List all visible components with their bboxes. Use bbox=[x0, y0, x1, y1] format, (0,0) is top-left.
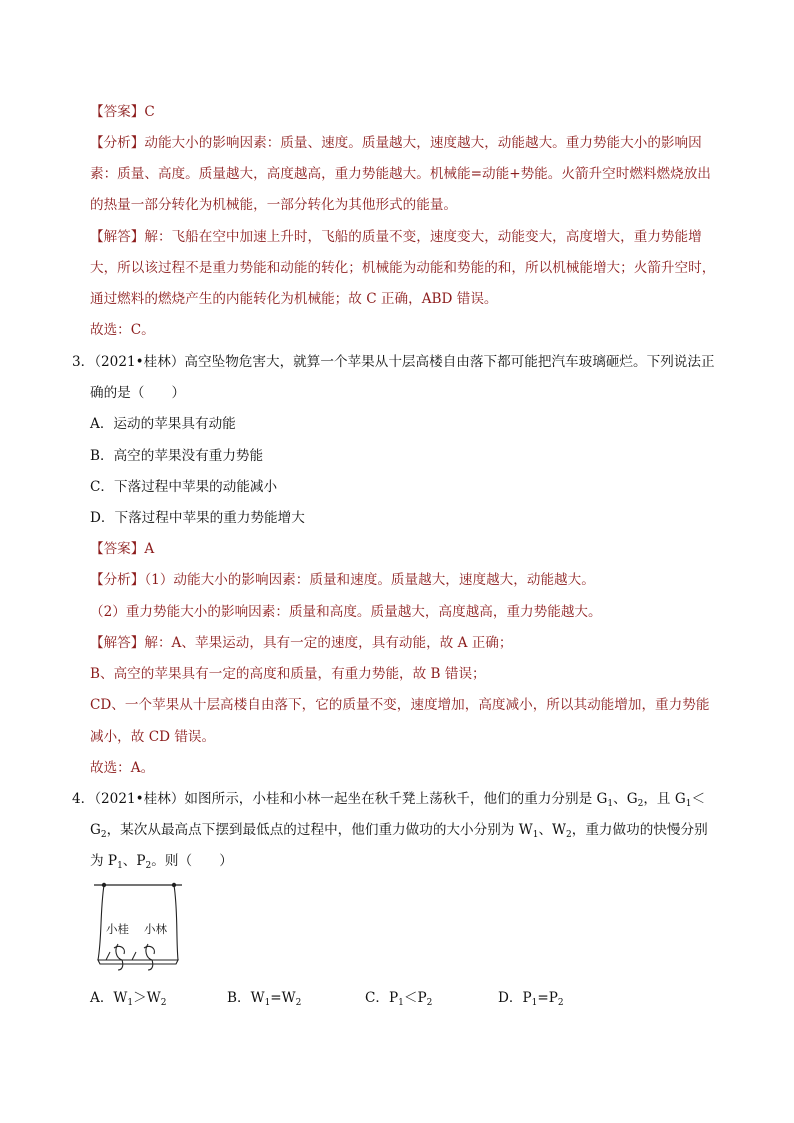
option-b-text: B．W bbox=[227, 990, 265, 1006]
sub-1: 1 bbox=[532, 830, 539, 840]
q2-analysis-line-1 bbox=[90, 133, 702, 153]
option-d-text-2: =P bbox=[537, 990, 558, 1006]
sub-1: 1 bbox=[398, 998, 404, 1008]
answer-tag: 【答案】 bbox=[90, 541, 145, 557]
q3-stem-line-1: 3．（2021•桂林）高空坠物危害大，就算一个苹果从十层高楼自由落下都可能把汽车玻璃砸烂。下列说法正 bbox=[72, 354, 715, 370]
q4-stem-text-10: 、P bbox=[122, 853, 146, 869]
q2-solution-line-3: 通过燃料的燃烧产生的内能转化为机械能；故 C 正确，ABD 错误。 bbox=[90, 291, 498, 307]
q3-option-d: D．下落过程中苹果的重力势能增大 bbox=[90, 510, 305, 526]
q4-stem-text-3: ，且 G bbox=[643, 791, 686, 807]
q2-answer-line bbox=[90, 102, 155, 122]
q2-solution-line-2: 大，所以该过程不是重力势能和动能的转化；机械能为动能和势能的和，所以机械能增大；火箭升空时， bbox=[90, 260, 716, 276]
solution-text: 解：A、苹果运动，具有一定的速度，具有动能，故 A 正确； bbox=[144, 635, 513, 651]
sub-2: 2 bbox=[295, 998, 302, 1008]
option-b-text-2: =W bbox=[270, 990, 296, 1006]
q4-option-c bbox=[365, 988, 432, 1013]
option-a-text: A．W bbox=[90, 990, 128, 1006]
q3-option-b: B．高空的苹果没有重力势能 bbox=[90, 448, 264, 464]
sub-2: 2 bbox=[557, 998, 564, 1008]
swing-figure bbox=[92, 882, 184, 972]
analysis-text: （1）动能大小的影响因素：质量和速度。质量越大，速度越大，动能越大。 bbox=[144, 572, 595, 588]
person-right-legs bbox=[146, 944, 153, 970]
q3-solution-line-1 bbox=[90, 633, 513, 653]
analysis-tag: 【分析】 bbox=[90, 572, 145, 588]
option-a-text-2: ＞W bbox=[133, 990, 161, 1006]
q4-option-b bbox=[227, 988, 301, 1013]
figure-label-xiaolin: 小林 bbox=[144, 922, 167, 936]
solution-tag: 【解答】 bbox=[90, 229, 145, 245]
sub-1: 1 bbox=[127, 998, 134, 1008]
q3-option-c: C．下落过程中苹果的动能减小 bbox=[90, 479, 278, 495]
q4-stem-line-1 bbox=[72, 789, 705, 814]
sub-2: 2 bbox=[100, 830, 107, 840]
q3-solution-line-2: B、高空的苹果具有一定的高度和质量，有重力势能，故 B 错误； bbox=[90, 666, 486, 682]
q4-stem-text-4: ＜ bbox=[691, 791, 706, 807]
q2-conclusion: 故选：C。 bbox=[90, 322, 155, 338]
sub-2: 2 bbox=[637, 799, 644, 809]
seat-supports bbox=[106, 952, 136, 960]
q4-stem-text-11: 。则（ ） bbox=[151, 853, 233, 869]
q3-option-a: A．运动的苹果具有动能 bbox=[90, 416, 236, 432]
q4-stem-line-2 bbox=[90, 820, 708, 845]
answer-value: A bbox=[144, 541, 155, 557]
sub-2: 2 bbox=[566, 830, 572, 840]
option-c-text: C．P bbox=[365, 990, 399, 1006]
answer-tag: 【答案】 bbox=[90, 104, 145, 120]
q3-analysis-line-1 bbox=[90, 570, 595, 590]
option-c-text-2: ＜P bbox=[403, 990, 427, 1006]
sub-1: 1 bbox=[117, 861, 123, 871]
q4-option-d bbox=[498, 988, 564, 1013]
q3-analysis-line-2: （2）重力势能大小的影响因素：质量和高度。质量越大，高度越高，重力势能越大。 bbox=[90, 604, 602, 620]
q4-stem-text-7: 、W bbox=[538, 822, 567, 838]
answer-value: C bbox=[144, 104, 155, 120]
swing-seat bbox=[98, 960, 178, 964]
q4-stem-text-8: ，重力做功的快慢分别 bbox=[571, 822, 708, 838]
sub-1: 1 bbox=[607, 799, 614, 809]
q4-stem-line-3 bbox=[90, 851, 233, 876]
solution-tag: 【解答】 bbox=[90, 635, 145, 651]
solution-text: 解：飞船在空中加速上升时，飞船的质量不变，速度变大，动能变大，高度增大，重力势能增 bbox=[144, 229, 702, 245]
q2-analysis-line-3: 的热量一部分转化为机械能，一部分转化为其他形式的能量。 bbox=[90, 197, 458, 213]
sub-2: 2 bbox=[160, 998, 167, 1008]
sub-1: 1 bbox=[264, 998, 271, 1008]
q2-analysis-line-2: 素：质量、高度。质量越大，高度越高，重力势能越大。机械能=动能+势能。火箭升空时燃料燃烧放出 bbox=[90, 166, 711, 182]
q3-answer-line bbox=[90, 539, 154, 559]
sub-1: 1 bbox=[685, 799, 692, 809]
q4-stem-text-1: 4．（2021•桂林）如图所示，小桂和小林一起坐在秋千凳上荡秋千，他们的重力分别是 G bbox=[72, 791, 608, 807]
analysis-text: 动能大小的影响因素：质量、速度。质量越大，速度越大，动能越大。重力势能大小的影响因 bbox=[144, 135, 702, 151]
person-left-legs bbox=[116, 944, 123, 970]
sub-2: 2 bbox=[426, 998, 433, 1008]
option-d-text: D．P bbox=[498, 990, 532, 1006]
q2-solution-line-1 bbox=[90, 227, 702, 247]
q3-solution-line-4: 减小，故 CD 错误。 bbox=[90, 729, 216, 745]
q3-solution-line-3: CD、一个苹果从十层高楼自由落下，它的质量不变，速度增加，高度减小，所以其动能增加，重力势能 bbox=[90, 697, 710, 713]
swing-rope-left bbox=[98, 885, 104, 960]
q3-conclusion: 故选：A。 bbox=[90, 760, 155, 776]
sub-2: 2 bbox=[145, 861, 152, 871]
swing-rope-right bbox=[174, 885, 178, 960]
sub-1: 1 bbox=[531, 998, 538, 1008]
q4-stem-text-2: 、G bbox=[613, 791, 638, 807]
q3-stem-line-2: 确的是（ ） bbox=[90, 385, 186, 401]
q4-stem-text-5: G bbox=[90, 822, 101, 838]
q4-stem-text-9: 为 P bbox=[90, 853, 118, 869]
q4-stem-text-6: ，某次从最高点下摆到最低点的过程中，他们重力做功的大小分别为 W bbox=[106, 822, 533, 838]
q4-option-a bbox=[90, 988, 166, 1013]
figure-label-xiaogui: 小桂 bbox=[106, 922, 129, 936]
analysis-tag: 【分析】 bbox=[90, 135, 145, 151]
